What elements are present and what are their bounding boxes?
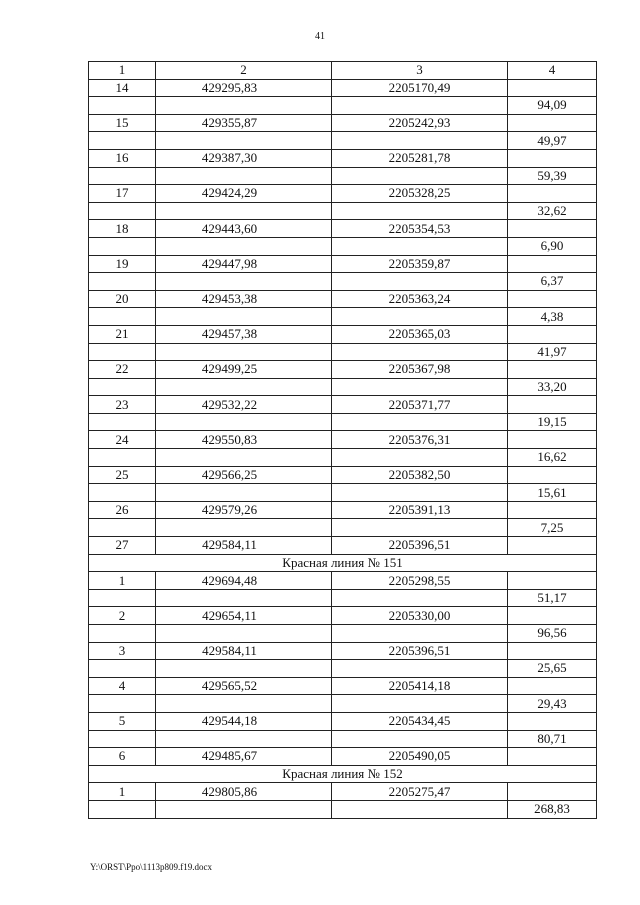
point-number-cell: 18 bbox=[89, 220, 156, 238]
point-row bbox=[89, 677, 597, 695]
distance-cell: 4,38 bbox=[508, 308, 597, 326]
distance-row bbox=[89, 413, 597, 431]
point-number-cell bbox=[89, 308, 156, 326]
distance-row bbox=[89, 167, 597, 185]
x-coordinate-cell: 429805,86 bbox=[156, 783, 332, 801]
point-row bbox=[89, 325, 597, 343]
point-number-cell: 14 bbox=[89, 79, 156, 97]
point-number-cell bbox=[89, 413, 156, 431]
y-coordinate-cell: 2205434,45 bbox=[332, 712, 508, 730]
y-coordinate-cell: 2205354,53 bbox=[332, 220, 508, 238]
x-coordinate-cell bbox=[156, 237, 332, 255]
y-coordinate-cell bbox=[332, 589, 508, 607]
point-number-cell: 3 bbox=[89, 642, 156, 660]
distance-cell: 7,25 bbox=[508, 519, 597, 537]
distance-cell: 41,97 bbox=[508, 343, 597, 361]
point-row bbox=[89, 79, 597, 97]
y-coordinate-cell: 2205298,55 bbox=[332, 572, 508, 590]
distance-cell: 29,43 bbox=[508, 695, 597, 713]
section-row bbox=[89, 554, 597, 572]
distance-cell: 51,17 bbox=[508, 589, 597, 607]
point-number-cell: 5 bbox=[89, 712, 156, 730]
x-coordinate-cell: 429387,30 bbox=[156, 149, 332, 167]
distance-cell: 268,83 bbox=[508, 800, 597, 818]
point-number-cell bbox=[89, 660, 156, 678]
point-row bbox=[89, 255, 597, 273]
point-number-cell bbox=[89, 167, 156, 185]
distance-row bbox=[89, 625, 597, 643]
distance-row bbox=[89, 97, 597, 115]
y-coordinate-cell: 2205363,24 bbox=[332, 290, 508, 308]
x-coordinate-cell bbox=[156, 308, 332, 326]
y-coordinate-cell bbox=[332, 625, 508, 643]
x-coordinate-cell: 429584,11 bbox=[156, 537, 332, 555]
header-cell-1: 1 bbox=[89, 62, 156, 80]
point-number-cell: 23 bbox=[89, 396, 156, 414]
section-title: Красная линия № 151 bbox=[89, 554, 597, 572]
point-row bbox=[89, 748, 597, 766]
y-coordinate-cell bbox=[332, 237, 508, 255]
point-number-cell bbox=[89, 378, 156, 396]
x-coordinate-cell bbox=[156, 273, 332, 291]
y-coordinate-cell: 2205242,93 bbox=[332, 114, 508, 132]
distance-cell bbox=[508, 431, 597, 449]
x-coordinate-cell bbox=[156, 625, 332, 643]
distance-row bbox=[89, 237, 597, 255]
distance-row bbox=[89, 308, 597, 326]
distance-cell: 80,71 bbox=[508, 730, 597, 748]
y-coordinate-cell: 2205391,13 bbox=[332, 501, 508, 519]
point-number-cell: 17 bbox=[89, 185, 156, 203]
y-coordinate-cell bbox=[332, 730, 508, 748]
y-coordinate-cell: 2205382,50 bbox=[332, 466, 508, 484]
distance-row bbox=[89, 660, 597, 678]
y-coordinate-cell bbox=[332, 800, 508, 818]
distance-cell bbox=[508, 220, 597, 238]
x-coordinate-cell bbox=[156, 484, 332, 502]
point-number-cell: 20 bbox=[89, 290, 156, 308]
footer-file-path: Y:\ORST\Ppo\1113p809.f19.docx bbox=[90, 862, 213, 872]
x-coordinate-cell bbox=[156, 589, 332, 607]
y-coordinate-cell: 2205328,25 bbox=[332, 185, 508, 203]
table-header-row bbox=[89, 62, 597, 80]
x-coordinate-cell: 429566,25 bbox=[156, 466, 332, 484]
point-row bbox=[89, 185, 597, 203]
x-coordinate-cell: 429584,11 bbox=[156, 642, 332, 660]
x-coordinate-cell bbox=[156, 202, 332, 220]
distance-row bbox=[89, 800, 597, 818]
distance-cell bbox=[508, 396, 597, 414]
x-coordinate-cell: 429453,38 bbox=[156, 290, 332, 308]
distance-cell bbox=[508, 79, 597, 97]
page-number: 41 bbox=[315, 31, 325, 42]
distance-cell: 25,65 bbox=[508, 660, 597, 678]
y-coordinate-cell bbox=[332, 449, 508, 467]
distance-cell bbox=[508, 501, 597, 519]
x-coordinate-cell bbox=[156, 519, 332, 537]
y-coordinate-cell bbox=[332, 413, 508, 431]
point-row bbox=[89, 501, 597, 519]
y-coordinate-cell: 2205170,49 bbox=[332, 79, 508, 97]
distance-cell bbox=[508, 255, 597, 273]
point-number-cell bbox=[89, 625, 156, 643]
x-coordinate-cell: 429447,98 bbox=[156, 255, 332, 273]
distance-cell bbox=[508, 712, 597, 730]
point-row bbox=[89, 220, 597, 238]
y-coordinate-cell: 2205367,98 bbox=[332, 361, 508, 379]
x-coordinate-cell: 429532,22 bbox=[156, 396, 332, 414]
distance-cell: 94,09 bbox=[508, 97, 597, 115]
distance-cell bbox=[508, 290, 597, 308]
point-number-cell bbox=[89, 484, 156, 502]
y-coordinate-cell bbox=[332, 519, 508, 537]
point-number-cell bbox=[89, 519, 156, 537]
y-coordinate-cell: 2205330,00 bbox=[332, 607, 508, 625]
point-row bbox=[89, 114, 597, 132]
x-coordinate-cell: 429565,52 bbox=[156, 677, 332, 695]
x-coordinate-cell: 429694,48 bbox=[156, 572, 332, 590]
distance-cell: 59,39 bbox=[508, 167, 597, 185]
distance-row bbox=[89, 695, 597, 713]
point-row bbox=[89, 290, 597, 308]
x-coordinate-cell: 429499,25 bbox=[156, 361, 332, 379]
point-number-cell: 2 bbox=[89, 607, 156, 625]
x-coordinate-cell: 429443,60 bbox=[156, 220, 332, 238]
point-number-cell: 1 bbox=[89, 783, 156, 801]
x-coordinate-cell bbox=[156, 343, 332, 361]
point-number-cell bbox=[89, 695, 156, 713]
point-number-cell bbox=[89, 343, 156, 361]
y-coordinate-cell bbox=[332, 167, 508, 185]
point-number-cell bbox=[89, 730, 156, 748]
y-coordinate-cell bbox=[332, 695, 508, 713]
distance-cell bbox=[508, 537, 597, 555]
distance-row bbox=[89, 343, 597, 361]
point-number-cell bbox=[89, 202, 156, 220]
point-number-cell: 1 bbox=[89, 572, 156, 590]
x-coordinate-cell bbox=[156, 695, 332, 713]
point-number-cell: 16 bbox=[89, 149, 156, 167]
x-coordinate-cell bbox=[156, 97, 332, 115]
distance-row bbox=[89, 730, 597, 748]
x-coordinate-cell: 429424,29 bbox=[156, 185, 332, 203]
distance-cell: 16,62 bbox=[508, 449, 597, 467]
distance-cell: 15,61 bbox=[508, 484, 597, 502]
distance-cell bbox=[508, 642, 597, 660]
distance-row bbox=[89, 273, 597, 291]
distance-cell bbox=[508, 325, 597, 343]
point-number-cell bbox=[89, 132, 156, 150]
y-coordinate-cell: 2205371,77 bbox=[332, 396, 508, 414]
header-cell-3: 3 bbox=[332, 62, 508, 80]
distance-cell bbox=[508, 361, 597, 379]
distance-cell: 49,97 bbox=[508, 132, 597, 150]
y-coordinate-cell bbox=[332, 308, 508, 326]
y-coordinate-cell: 2205365,03 bbox=[332, 325, 508, 343]
y-coordinate-cell: 2205396,51 bbox=[332, 642, 508, 660]
point-row bbox=[89, 572, 597, 590]
x-coordinate-cell bbox=[156, 800, 332, 818]
point-number-cell bbox=[89, 237, 156, 255]
point-number-cell: 26 bbox=[89, 501, 156, 519]
x-coordinate-cell: 429295,83 bbox=[156, 79, 332, 97]
section-row bbox=[89, 765, 597, 783]
y-coordinate-cell bbox=[332, 484, 508, 502]
point-number-cell bbox=[89, 800, 156, 818]
point-number-cell: 4 bbox=[89, 677, 156, 695]
point-row bbox=[89, 466, 597, 484]
x-coordinate-cell bbox=[156, 132, 332, 150]
point-row bbox=[89, 783, 597, 801]
point-row bbox=[89, 431, 597, 449]
point-number-cell bbox=[89, 589, 156, 607]
distance-cell bbox=[508, 607, 597, 625]
y-coordinate-cell bbox=[332, 97, 508, 115]
y-coordinate-cell bbox=[332, 660, 508, 678]
x-coordinate-cell: 429485,67 bbox=[156, 748, 332, 766]
y-coordinate-cell: 2205414,18 bbox=[332, 677, 508, 695]
x-coordinate-cell bbox=[156, 730, 332, 748]
point-number-cell: 21 bbox=[89, 325, 156, 343]
y-coordinate-cell: 2205359,87 bbox=[332, 255, 508, 273]
distance-row bbox=[89, 484, 597, 502]
distance-cell: 96,56 bbox=[508, 625, 597, 643]
y-coordinate-cell bbox=[332, 343, 508, 361]
distance-cell: 32,62 bbox=[508, 202, 597, 220]
distance-row bbox=[89, 378, 597, 396]
point-number-cell: 25 bbox=[89, 466, 156, 484]
point-number-cell: 19 bbox=[89, 255, 156, 273]
distance-row bbox=[89, 589, 597, 607]
distance-cell: 6,90 bbox=[508, 237, 597, 255]
distance-cell bbox=[508, 185, 597, 203]
distance-row bbox=[89, 519, 597, 537]
point-row bbox=[89, 607, 597, 625]
y-coordinate-cell: 2205275,47 bbox=[332, 783, 508, 801]
x-coordinate-cell bbox=[156, 413, 332, 431]
y-coordinate-cell bbox=[332, 378, 508, 396]
x-coordinate-cell bbox=[156, 449, 332, 467]
point-row bbox=[89, 537, 597, 555]
x-coordinate-cell: 429457,38 bbox=[156, 325, 332, 343]
header-cell-4: 4 bbox=[508, 62, 597, 80]
point-number-cell bbox=[89, 273, 156, 291]
distance-cell bbox=[508, 572, 597, 590]
distance-row bbox=[89, 132, 597, 150]
point-row bbox=[89, 396, 597, 414]
point-number-cell: 22 bbox=[89, 361, 156, 379]
x-coordinate-cell: 429550,83 bbox=[156, 431, 332, 449]
x-coordinate-cell bbox=[156, 660, 332, 678]
distance-cell bbox=[508, 149, 597, 167]
point-number-cell bbox=[89, 449, 156, 467]
distance-row bbox=[89, 202, 597, 220]
y-coordinate-cell: 2205376,31 bbox=[332, 431, 508, 449]
distance-cell bbox=[508, 748, 597, 766]
x-coordinate-cell bbox=[156, 167, 332, 185]
y-coordinate-cell: 2205396,51 bbox=[332, 537, 508, 555]
y-coordinate-cell: 2205490,05 bbox=[332, 748, 508, 766]
coordinates-table bbox=[88, 61, 597, 819]
distance-cell bbox=[508, 677, 597, 695]
point-number-cell: 27 bbox=[89, 537, 156, 555]
x-coordinate-cell: 429544,18 bbox=[156, 712, 332, 730]
y-coordinate-cell: 2205281,78 bbox=[332, 149, 508, 167]
x-coordinate-cell: 429579,26 bbox=[156, 501, 332, 519]
distance-cell: 6,37 bbox=[508, 273, 597, 291]
y-coordinate-cell bbox=[332, 273, 508, 291]
distance-cell bbox=[508, 466, 597, 484]
y-coordinate-cell bbox=[332, 202, 508, 220]
section-title: Красная линия № 152 bbox=[89, 765, 597, 783]
point-row bbox=[89, 642, 597, 660]
distance-cell: 19,15 bbox=[508, 413, 597, 431]
distance-cell bbox=[508, 783, 597, 801]
point-row bbox=[89, 361, 597, 379]
x-coordinate-cell: 429654,11 bbox=[156, 607, 332, 625]
distance-cell: 33,20 bbox=[508, 378, 597, 396]
point-row bbox=[89, 712, 597, 730]
point-row bbox=[89, 149, 597, 167]
distance-row bbox=[89, 449, 597, 467]
distance-cell bbox=[508, 114, 597, 132]
x-coordinate-cell bbox=[156, 378, 332, 396]
header-cell-2: 2 bbox=[156, 62, 332, 80]
point-number-cell: 6 bbox=[89, 748, 156, 766]
y-coordinate-cell bbox=[332, 132, 508, 150]
point-number-cell bbox=[89, 97, 156, 115]
point-number-cell: 15 bbox=[89, 114, 156, 132]
x-coordinate-cell: 429355,87 bbox=[156, 114, 332, 132]
point-number-cell: 24 bbox=[89, 431, 156, 449]
